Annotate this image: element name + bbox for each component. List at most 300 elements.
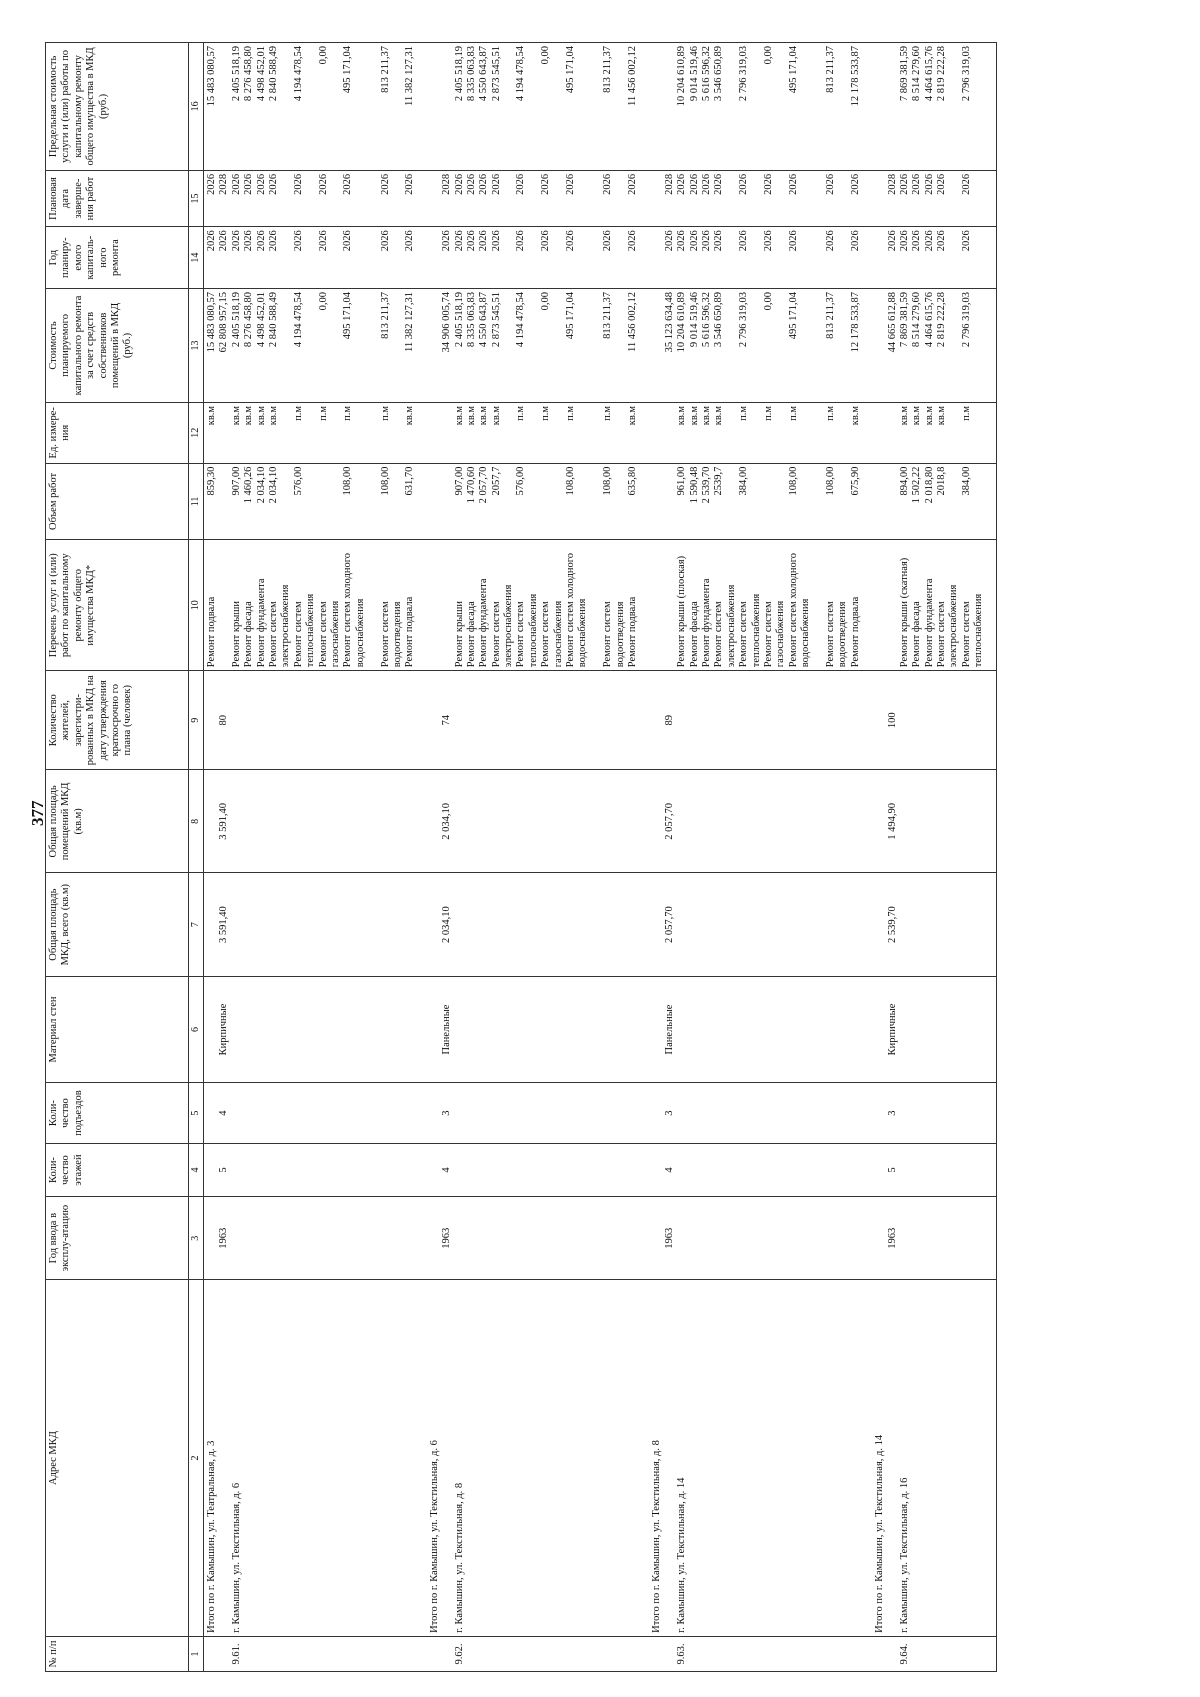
cell	[218, 1636, 426, 1671]
cell-line: кв.м	[478, 405, 490, 426]
end-date: 2028	[441, 173, 453, 195]
column-header: Предельная стоимость услуги и (или) работы по капитальному ремонту общего имущества в МКД (руб.)	[46, 43, 189, 171]
cell	[649, 289, 663, 403]
column-number: 5	[189, 1083, 204, 1144]
cell-line: 108,00	[342, 466, 354, 496]
cell-line: 0,00	[762, 46, 774, 65]
total-label: Итого по г. Камышин, ул. Текстильная, д. 6	[428, 1440, 440, 1633]
cell	[649, 1197, 663, 1280]
cell	[427, 170, 441, 226]
cell	[649, 43, 663, 171]
cell-line: 8 514 279,60	[911, 46, 923, 102]
cell-line: 2 819 222,28	[936, 46, 948, 102]
cell-line: 813 211,37	[379, 46, 391, 93]
cell-line: 576,00	[515, 466, 527, 496]
cell	[664, 1143, 872, 1196]
cell-line: 495 171,04	[565, 292, 577, 340]
cell	[204, 1280, 219, 1637]
total-label: Итого по г. Камышин, ул. Текстильная, д. 8	[651, 1440, 663, 1633]
residents: 100	[886, 712, 898, 729]
cell-line: 384,00	[960, 466, 972, 496]
cell	[204, 540, 219, 671]
cell-line: п.м	[317, 405, 329, 421]
area-rooms: 3 591,40	[218, 803, 230, 840]
cell-line: 9 014 519,46	[688, 46, 700, 102]
residents: 89	[663, 714, 675, 726]
cell	[427, 1197, 441, 1280]
cell-line: 2 539,70	[701, 466, 712, 504]
cell	[218, 170, 426, 226]
column-header: Коли-чество этажей	[46, 1143, 189, 1196]
cell-line: 2026	[404, 230, 416, 252]
cell-line: 813 211,37	[824, 46, 836, 93]
column-number: 3	[189, 1197, 204, 1280]
area-total: 2 057,70	[663, 906, 675, 944]
cell	[441, 671, 649, 770]
cell-line: 2 873 545,51	[490, 292, 502, 348]
total-label: Итого по г. Камышин, ул. Текстильная, д. 14	[874, 1434, 886, 1633]
cell-line: 11 456 002,12	[627, 46, 639, 106]
cell-line: п.м	[379, 405, 391, 421]
cell-line: 2026	[627, 230, 639, 252]
cell-line: кв.м	[936, 405, 948, 426]
cell	[204, 671, 219, 770]
cell	[872, 43, 886, 171]
cell-line: 2026	[292, 230, 304, 252]
cell	[218, 1083, 426, 1144]
cell	[204, 1143, 219, 1196]
cell-line: 4 194 478,54	[292, 292, 304, 348]
cost-list	[231, 292, 417, 399]
entrances: 3	[886, 1110, 898, 1116]
cell	[887, 1280, 997, 1637]
total-row	[649, 43, 663, 1672]
year: 2026	[441, 230, 453, 252]
cell-line: 2026	[515, 173, 527, 195]
cell	[649, 1280, 663, 1637]
cell-line: 4 464 615,76	[923, 292, 935, 348]
cell-line: 2 796 319,03	[960, 46, 972, 102]
end-date: 2028	[886, 173, 898, 195]
cell-line: 2 018,80	[923, 466, 935, 504]
cell-line: кв.м	[404, 405, 416, 426]
cell	[204, 463, 219, 540]
work-name: Ремонт фундамента	[923, 578, 935, 668]
cell-line: п.м	[565, 405, 577, 421]
work-name: Ремонт крыши (скатная)	[898, 557, 910, 668]
cell-line: 2026	[787, 173, 799, 195]
cell	[872, 463, 886, 540]
cell-line: 635,80	[627, 466, 639, 496]
cell-line: 2 840 588,49	[267, 292, 279, 348]
cell	[649, 770, 663, 873]
work-name: Ремонт систем водоотведения	[602, 601, 626, 668]
cell-line: 8 514 279,60	[911, 292, 923, 348]
total-cost: 15 483 080,57	[206, 292, 217, 353]
cell	[218, 671, 426, 770]
cell	[427, 1280, 441, 1637]
cell	[427, 976, 441, 1082]
cell-line: кв.м	[688, 405, 700, 426]
cell	[218, 770, 426, 873]
column-header: Перечень услуг и (или) работ по капитальному ремонту общего имущества МКД*	[46, 540, 189, 671]
cell-line: 0,00	[317, 46, 329, 65]
cell-line: 11 382 127,31	[404, 46, 416, 106]
cell-line: 108,00	[565, 466, 577, 496]
cell	[441, 1143, 649, 1196]
cell-line: 2026	[565, 230, 577, 252]
cell	[427, 43, 441, 171]
year: 2026	[206, 230, 217, 252]
cell-line: кв.м	[230, 405, 242, 426]
cell-line: 2026	[540, 230, 552, 252]
cell-line: 2026	[255, 230, 267, 252]
cell	[649, 873, 663, 976]
work-name: Ремонт систем теплоснабжения	[292, 593, 317, 668]
cell-line: 495 171,04	[342, 46, 354, 94]
column-number: 11	[189, 463, 204, 540]
cell-line: 3 546 650,89	[713, 292, 725, 348]
cell-line: 7 869 381,59	[898, 46, 910, 102]
cell-line: 2026	[787, 230, 799, 252]
column-number: 7	[189, 873, 204, 976]
cell-line: 1 590,48	[688, 466, 700, 504]
cell	[649, 463, 663, 540]
column-number: 1	[189, 1636, 204, 1671]
cell	[664, 43, 872, 171]
cell	[664, 540, 872, 671]
cell	[204, 43, 219, 171]
cell-line: 2026	[738, 230, 750, 252]
cell	[664, 170, 872, 226]
cell	[218, 1280, 426, 1637]
cell	[204, 1636, 219, 1671]
cell-line: 2026	[713, 173, 725, 195]
cell-line: 907,00	[230, 466, 242, 496]
cell	[427, 1143, 441, 1196]
column-header: Ед. измере-ния	[46, 402, 189, 463]
cell-line: 2026	[267, 230, 279, 252]
work-name: Ремонт систем электроснабжения	[267, 584, 292, 668]
column-header: Объем работ	[46, 463, 189, 540]
entrances: 4	[218, 1110, 230, 1116]
cell	[218, 43, 426, 171]
year: 2026	[218, 230, 230, 252]
cell	[887, 873, 997, 976]
cell	[664, 227, 872, 289]
entrances: 3	[663, 1110, 675, 1116]
cell-line	[540, 467, 565, 537]
cell-line: 2 840 588,49	[267, 46, 279, 102]
cost-list	[899, 292, 986, 399]
area-rooms: 2 057,70	[663, 803, 675, 840]
cell-line: 8 276 458,80	[243, 46, 255, 102]
cell-line: 2026	[453, 230, 465, 252]
work-name: Ремонт подвала	[404, 596, 416, 668]
cell-line: 1 470,60	[465, 466, 477, 504]
area-rooms: 2 034,10	[441, 803, 453, 840]
cell-line: 576,00	[292, 466, 304, 496]
cell-line: 10 204 610,89	[676, 46, 688, 107]
address: г. Камышин, ул. Текстильная, д. 14	[676, 1477, 688, 1633]
cell	[887, 289, 997, 403]
area-total: 3 591,40	[218, 906, 230, 944]
cell-line: 4 498 452,01	[255, 46, 267, 102]
cell	[887, 770, 997, 873]
work-name: Ремонт систем электроснабжения	[713, 584, 737, 668]
cell-line: 2026	[701, 173, 712, 195]
row-number: 9.62.	[453, 1643, 465, 1665]
cell	[204, 289, 219, 403]
end-date: 2028	[663, 173, 675, 195]
cell-line: 1 502,22	[911, 466, 923, 504]
cell	[441, 463, 649, 540]
column-header: Материал стен	[46, 976, 189, 1082]
column-number: 9	[189, 671, 204, 770]
cell-line: кв.м	[267, 405, 279, 426]
cell-line: 11 456 002,12	[627, 292, 639, 352]
cell-line: 2026	[936, 173, 948, 195]
work-name: Ремонт систем газоснабжения	[317, 600, 341, 668]
cell	[204, 1197, 219, 1280]
cell-line: 2026	[602, 173, 614, 195]
total-cost: 34 906 005,74	[441, 292, 453, 353]
cell	[649, 402, 663, 463]
cell-line: кв.м	[490, 405, 502, 426]
cell-line: 11 382 127,31	[404, 292, 416, 352]
cell	[887, 402, 997, 463]
total-cost: 62 808 957,15	[218, 292, 230, 353]
cell-line: кв.м	[255, 405, 267, 426]
work-name: Ремонт систем электроснабжения	[490, 584, 515, 668]
cell	[427, 1636, 441, 1671]
cell	[664, 1280, 872, 1637]
cell	[427, 540, 441, 671]
work-name: Ремонт систем теплоснабжения	[515, 593, 539, 668]
work-name: Ремонт систем водоотведения	[379, 601, 403, 668]
cell-line: 0,00	[540, 46, 552, 65]
cell-line: п.м	[824, 405, 836, 421]
cell-line: 2057,7	[490, 466, 502, 496]
cell	[664, 873, 872, 976]
cell-line: 907,00	[453, 466, 465, 496]
cell	[427, 671, 441, 770]
cell-line: 2026	[267, 173, 279, 195]
cell	[872, 770, 886, 873]
column-number: 8	[189, 770, 204, 873]
work-name: Ремонт фасада	[688, 601, 700, 668]
cell	[218, 976, 426, 1082]
cell-line: 2 057,70	[478, 466, 490, 504]
cell-line: 2026	[342, 173, 354, 195]
work-name: Ремонт крыши	[453, 601, 465, 668]
cell	[872, 227, 886, 289]
cell-line: 2 405 518,19	[230, 292, 242, 348]
floors: 5	[218, 1167, 230, 1173]
cell-line: кв.м	[911, 405, 923, 426]
entrances: 3	[441, 1110, 453, 1116]
object-row	[664, 43, 872, 1672]
cell-line: 2026	[762, 230, 774, 252]
cell-line: 0,00	[762, 292, 774, 311]
cell-line: 384,00	[738, 466, 750, 496]
cell-line: 2 873 545,51	[490, 46, 502, 102]
cell-line: 2026	[465, 173, 477, 195]
cell-line: 4 194 478,54	[515, 292, 527, 348]
cell	[204, 976, 219, 1082]
cell	[218, 402, 426, 463]
cell	[427, 873, 441, 976]
cell-line: 2026	[379, 173, 391, 195]
cell-line: п.м	[960, 405, 972, 421]
total-row	[872, 43, 886, 1672]
cell-line: 4 194 478,54	[515, 46, 527, 102]
cell	[204, 1083, 219, 1144]
cell-line: 2026	[688, 230, 700, 252]
cell-line: 2026	[923, 230, 935, 252]
column-number: 6	[189, 976, 204, 1082]
cell-line: 8 335 063,83	[465, 46, 477, 102]
cell-line: 2026	[923, 173, 935, 195]
cell-line: 108,00	[602, 466, 614, 496]
cell-line: 2 034,10	[255, 466, 267, 504]
cell-line: 2 796 319,03	[738, 292, 750, 348]
cell-line: 7 869 381,59	[898, 292, 910, 348]
work-name: Ремонт фасада	[911, 601, 923, 668]
row-number: 9.63.	[676, 1643, 688, 1665]
column-header: Год ввода в эксплу-атацию	[46, 1197, 189, 1280]
cell-line: 2026	[960, 173, 972, 195]
cell-line: 108,00	[379, 466, 391, 496]
cell-line: 2026	[676, 173, 688, 195]
cell-line: 8 335 063,83	[465, 292, 477, 348]
cell	[218, 1143, 426, 1196]
cell-line: 0,00	[540, 292, 552, 311]
cell-line: 2018,8	[936, 466, 948, 496]
cell	[427, 227, 441, 289]
cell-line: кв.м	[898, 405, 910, 426]
cell-line: 2 405 518,19	[453, 292, 465, 348]
area-rooms: 1 494,90	[886, 803, 898, 840]
cell-line: 813 211,37	[602, 46, 614, 93]
cell-line: 2026	[960, 230, 972, 252]
cell	[872, 1083, 886, 1144]
cell-line: 4 194 478,54	[292, 46, 304, 102]
cell	[441, 1197, 649, 1280]
cell-line: 2026	[292, 173, 304, 195]
end-date: 2026	[206, 173, 217, 195]
cell	[204, 873, 219, 976]
cell-line: 2026	[255, 173, 267, 195]
cell-line: 2026	[911, 230, 923, 252]
work-name: Ремонт крыши (плоская)	[676, 555, 688, 668]
cell-line: 2026	[379, 230, 391, 252]
cell-line: 813 211,37	[824, 292, 836, 339]
cell-line: 2026	[490, 230, 502, 252]
row-number: 9.64.	[898, 1643, 910, 1665]
cell-line: 2026	[676, 230, 688, 252]
cell	[427, 1083, 441, 1144]
work-name: Ремонт фасада	[243, 601, 255, 668]
unit: кв.м	[206, 405, 217, 426]
column-header: Плановая дата заверше-ния работ	[46, 170, 189, 226]
cell	[664, 976, 872, 1082]
cell	[441, 1083, 649, 1144]
cell	[872, 671, 886, 770]
cell	[872, 402, 886, 463]
cell	[441, 402, 649, 463]
column-header: Общая площадь МКД, всего (кв.м)	[46, 873, 189, 976]
cell-line: 2026	[404, 173, 416, 195]
cell	[872, 1197, 886, 1280]
object-row	[218, 43, 426, 1672]
column-number: 15	[189, 170, 204, 226]
cell-line: кв.м	[713, 405, 725, 426]
cell-line: п.м	[342, 405, 354, 421]
cell-line: 2026	[911, 173, 923, 195]
cell-line: п.м	[762, 405, 774, 421]
cell	[664, 1197, 872, 1280]
cell-line: 0,00	[317, 292, 329, 311]
material: Панельные	[663, 1004, 675, 1055]
cell	[441, 1636, 649, 1671]
cell	[872, 1143, 886, 1196]
cell-line: 2026	[849, 230, 861, 252]
cell-line: 813 211,37	[379, 292, 391, 339]
cell	[441, 170, 649, 226]
cell-line: кв.м	[849, 405, 861, 426]
cell	[204, 770, 219, 873]
cell	[218, 873, 426, 976]
cell-line: 2026	[602, 230, 614, 252]
total-row	[427, 43, 441, 1672]
cell-line: кв.м	[701, 405, 712, 426]
header-row	[46, 43, 189, 1672]
cell-line: 2 405 518,19	[230, 46, 242, 102]
cell-line: 9 014 519,46	[688, 292, 700, 348]
cell-line: 4 550 643,87	[478, 292, 490, 348]
total-cost: 44 665 612,88	[886, 292, 898, 353]
cell-line: 2026	[465, 230, 477, 252]
cell-line: 2026	[230, 230, 242, 252]
cell-line: 2026	[849, 173, 861, 195]
cell	[649, 1143, 663, 1196]
cell-line: 2026	[936, 230, 948, 252]
cell	[872, 1280, 886, 1637]
column-header: Стоимость планируемого капитального ремонта за счет средств собственников помещений в МКД (руб.)	[46, 289, 189, 403]
cost-list	[454, 292, 640, 399]
cell	[887, 227, 997, 289]
cell-line: 2 405 518,19	[453, 46, 465, 102]
cell	[872, 170, 886, 226]
cell-line: кв.м	[465, 405, 477, 426]
column-header: Год планиру-емого капиталь-ного ремонта	[46, 227, 189, 289]
cell-line: п.м	[292, 405, 304, 421]
cell-line: кв.м	[676, 405, 688, 426]
cell	[887, 1143, 997, 1196]
cell	[441, 976, 649, 1082]
cell	[872, 873, 886, 976]
cell	[649, 1636, 663, 1671]
material: Кирпичные	[218, 1003, 230, 1056]
work-name: Ремонт систем теплоснабжения	[738, 593, 762, 668]
work-name: Ремонт систем газоснабжения	[540, 600, 564, 668]
cell-line: 2026	[515, 230, 527, 252]
address: г. Камышин, ул. Текстильная, д. 6	[230, 1482, 242, 1633]
cell-line: 2026	[824, 230, 836, 252]
cell-line: 2539,7	[713, 466, 725, 496]
cell-line: 495 171,04	[565, 46, 577, 94]
